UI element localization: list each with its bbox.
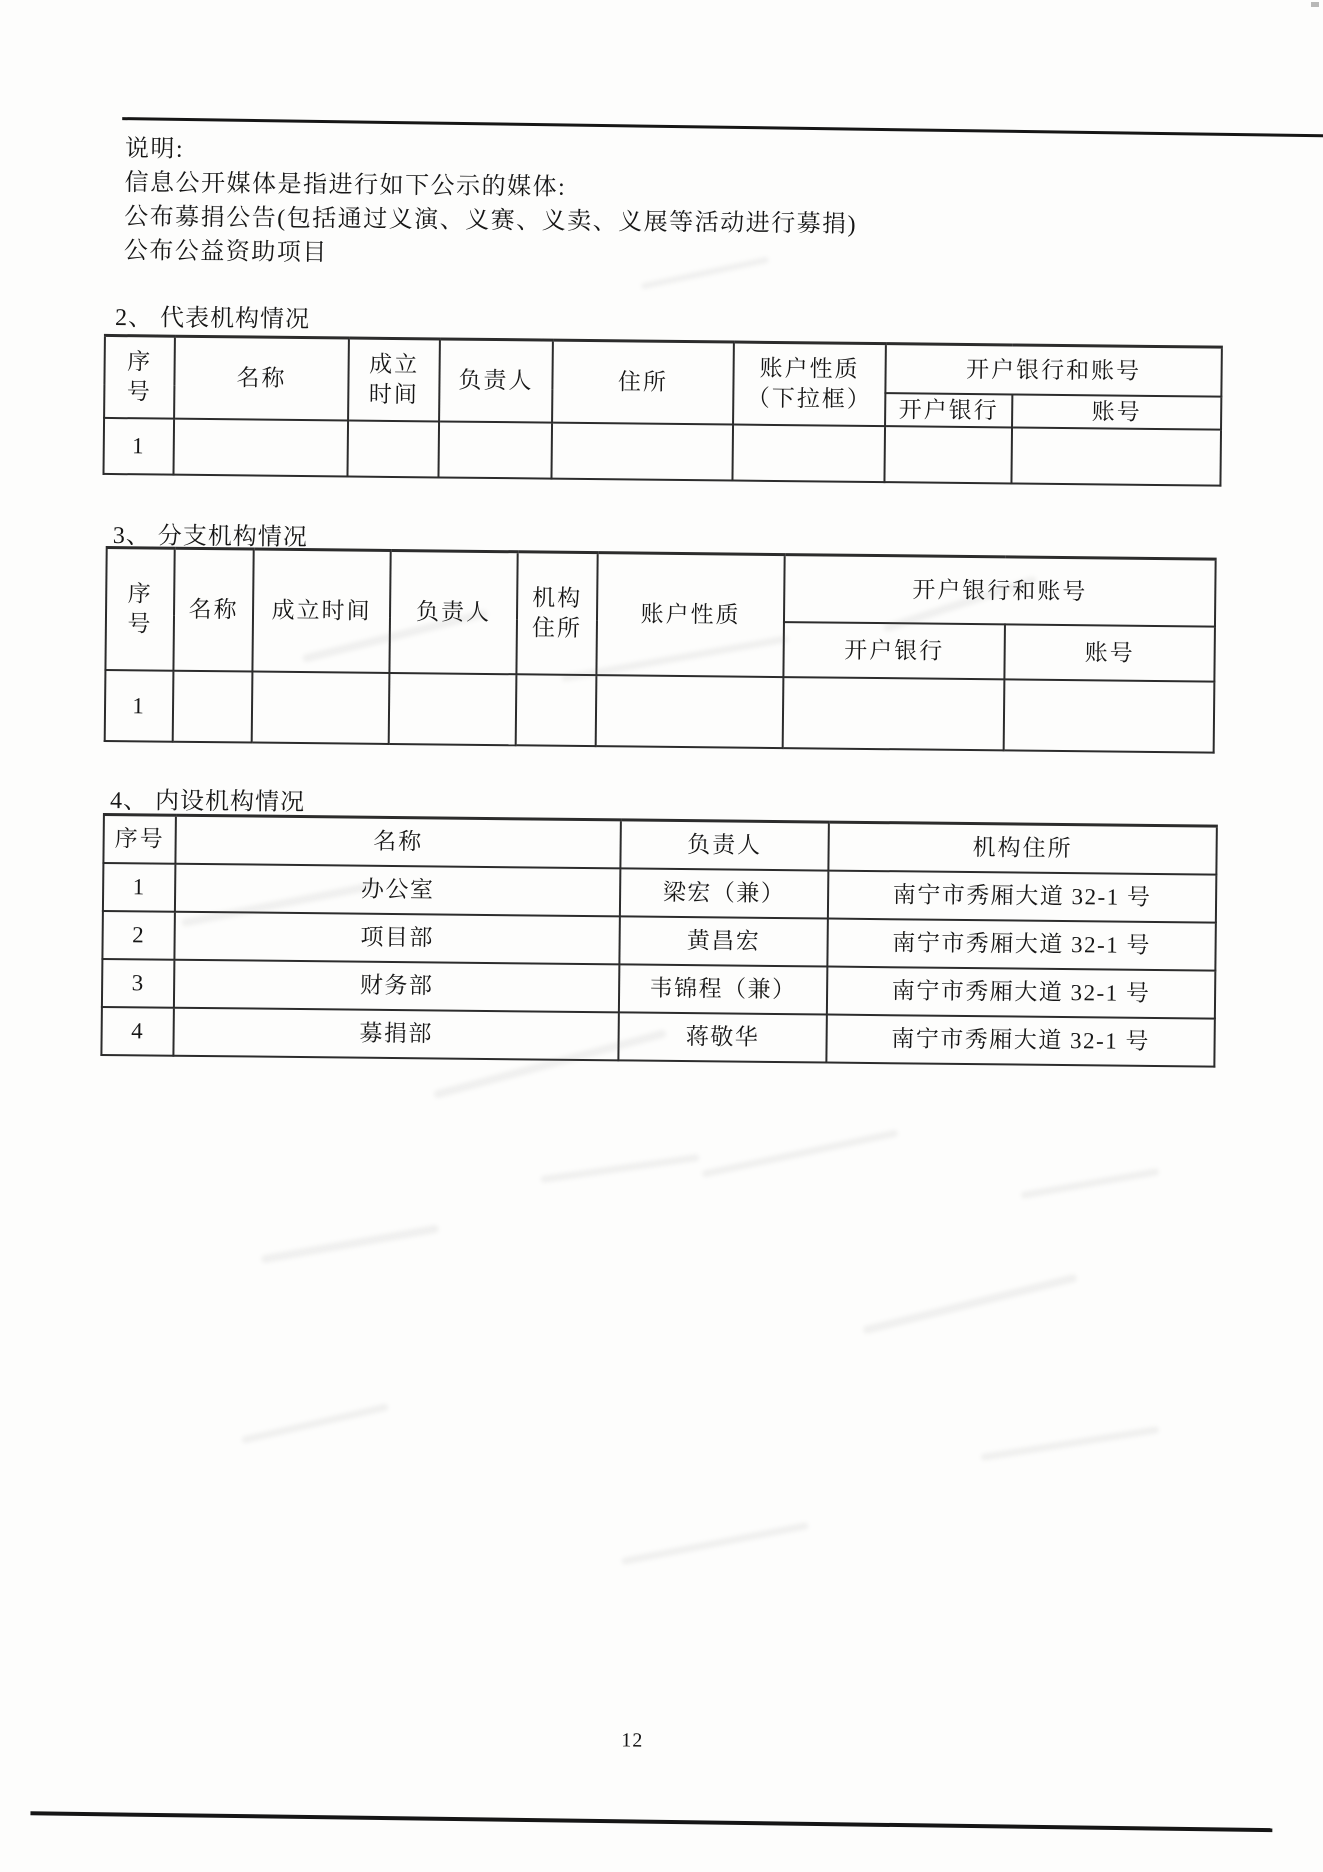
cell-name: 办公室 (175, 864, 620, 917)
cell-address: 南宁市秀厢大道 32-1 号 (827, 967, 1215, 1019)
cell-bank (884, 426, 1012, 483)
col-header-bank: 开户银行 (885, 393, 1012, 427)
col-header-account-no: 账号 (1012, 394, 1221, 429)
col-header-index: 序 号 (105, 547, 174, 670)
col-header-account-no: 账号 (1004, 624, 1215, 681)
notes-block (124, 132, 858, 276)
col-header-founded: 成立 时间 (348, 338, 440, 421)
section-title-branch: 3、 分支机构情况 (112, 523, 308, 552)
cell-address: 南宁市秀厢大道 32-1 号 (828, 871, 1216, 923)
cell-manager: 韦锦程（兼） (619, 964, 827, 1014)
note-line: 信息公开媒体是指进行如下公示的媒体: (124, 170, 567, 201)
cell-name (173, 419, 348, 477)
cell-account-type (596, 675, 784, 748)
cell-name: 财务部 (174, 960, 619, 1013)
cell-index: 1 (105, 670, 174, 742)
section-title-representative: 2、 代表机构情况 (114, 305, 311, 334)
cell-account-type (732, 425, 885, 483)
col-header-bank-and-account: 开户银行和账号 (885, 344, 1221, 397)
scan-artifact (1311, 2, 1319, 7)
cell-address (551, 423, 733, 481)
representative-table (102, 334, 1222, 487)
col-header-manager: 负责人 (439, 339, 553, 423)
col-header-name: 名称 (175, 815, 620, 868)
branch-table (104, 546, 1217, 754)
notes-heading: 说明: (124, 136, 185, 163)
cell-index: 1 (103, 418, 174, 475)
cell-name: 募捐部 (173, 1008, 618, 1061)
col-header-manager: 负责人 (389, 550, 517, 674)
col-header-address: 机构住所 (828, 822, 1216, 875)
bottom-rule-line (30, 1811, 1272, 1832)
cell-bank (783, 677, 1005, 750)
col-header-name: 名称 (173, 548, 253, 671)
col-header-index: 序号 (103, 814, 176, 863)
cell-name (173, 671, 253, 743)
cell-account-no (1004, 679, 1215, 752)
col-header-manager: 负责人 (620, 820, 828, 871)
cell-founded (252, 672, 390, 744)
col-header-index: 序 号 (104, 335, 175, 418)
col-header-account-type: 账户性质 (596, 553, 784, 677)
col-header-account-type: 账户性质 （下拉框） (733, 342, 886, 426)
cell-address: 南宁市秀厢大道 32-1 号 (826, 1015, 1214, 1067)
cell-manager (389, 673, 517, 745)
table-row (105, 670, 1215, 753)
table-row (103, 418, 1221, 486)
col-header-address: 机构 住所 (516, 552, 597, 675)
cell-account-no (1011, 427, 1221, 485)
note-line: 公布公益资助项目 (123, 238, 328, 267)
cell-index: 2 (102, 911, 174, 960)
cell-index: 3 (102, 959, 174, 1008)
col-header-bank-and-account: 开户银行和账号 (784, 555, 1216, 627)
cell-manager: 黄昌宏 (619, 916, 827, 966)
cell-founded (347, 420, 439, 477)
cell-address (516, 674, 597, 746)
cell-name: 项目部 (174, 912, 619, 965)
cell-address: 南宁市秀厢大道 32-1 号 (827, 919, 1215, 971)
cell-manager: 蒋敬华 (618, 1012, 826, 1062)
col-header-bank: 开户银行 (783, 622, 1005, 679)
col-header-address: 住所 (552, 340, 734, 424)
page-number: 12 (621, 1729, 644, 1752)
cell-manager: 梁宏（兼） (620, 868, 828, 918)
cell-index: 4 (101, 1007, 173, 1056)
col-header-founded: 成立时间 (252, 549, 390, 673)
cell-manager (438, 421, 552, 478)
section-title-internal: 4、 内设机构情况 (109, 788, 306, 817)
cell-index: 1 (103, 863, 175, 912)
col-header-name: 名称 (174, 336, 349, 420)
note-line: 公布募捐公告(包括通过义演、义赛、义卖、义展等活动进行募捐) (124, 204, 858, 238)
